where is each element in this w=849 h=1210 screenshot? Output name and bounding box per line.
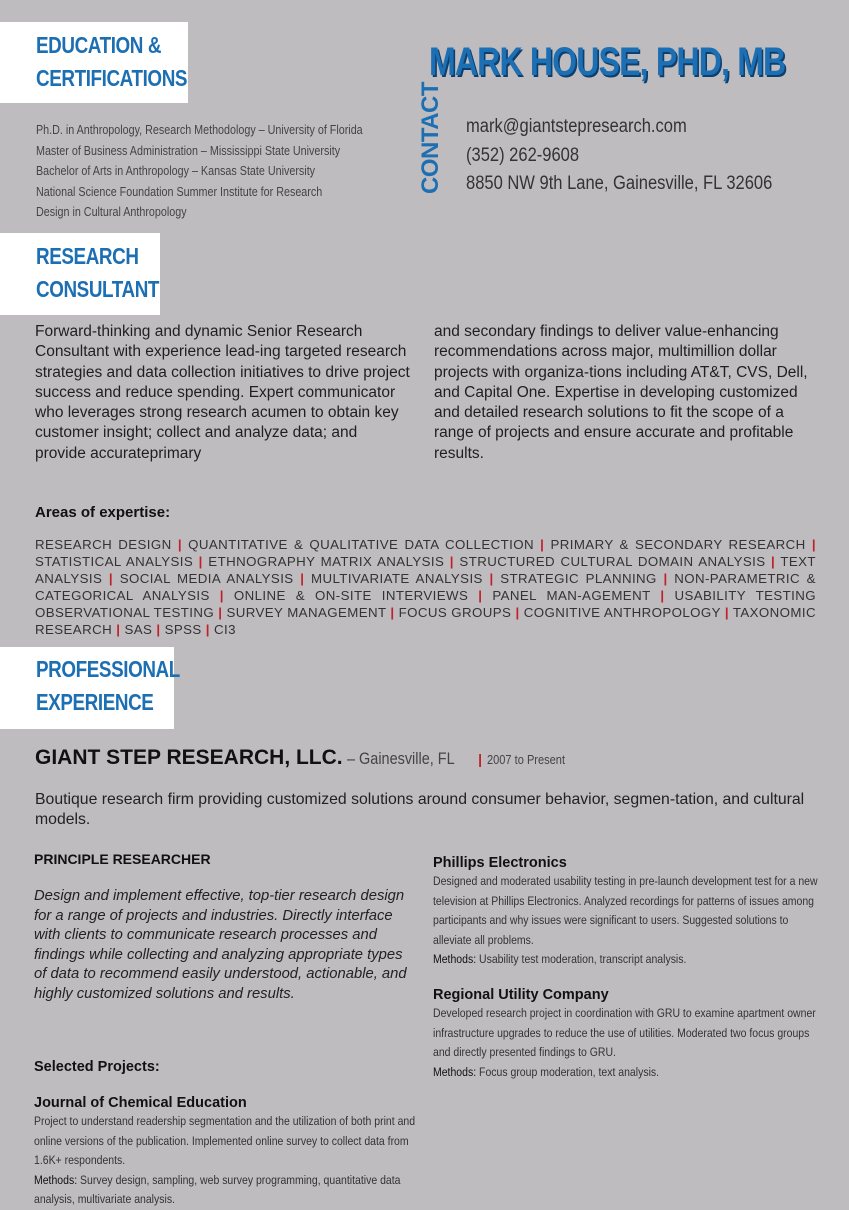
- areas-title: Areas of expertise:: [35, 504, 171, 521]
- project-description: Project to understand readership segmentation and the utilization of both print and online versions of the publication. Implemented online survey to collect data from 1.6K+ respondents.: [34, 1114, 416, 1168]
- expertise-item: USABILITY TESTING OBSERVATIONAL TESTING: [35, 588, 816, 620]
- experience-heading-line1: PROFESSIONAL: [36, 656, 180, 682]
- company-description: Boutique research firm providing customized solutions around consumer behavior, segmen-tation, and cultural models.: [35, 791, 805, 828]
- expertise-separator: |: [478, 588, 483, 603]
- project-item: [34, 1094, 424, 1210]
- selected-projects-title: Selected Projects:: [34, 1059, 160, 1075]
- expertise-item: STRATEGIC PLANNING: [500, 571, 657, 586]
- education-list: [36, 120, 363, 223]
- candidate-name: MARK HOUSE, PHD, MB: [429, 40, 786, 84]
- contact-phone[interactable]: (352) 262-9608: [466, 144, 580, 166]
- summary-text: Forward-thinking and dynamic Senior Research Consultant with experience lead-ing targeted research strategies and data collection initiatives to drive project success and reduce spending. Expert communicator who leverages strong research acumen to obtain key customer insight; collect and analyze data; and provide accurateprimary: [35, 323, 410, 462]
- education-item: National Science Foundation Summer Institute for Research: [36, 184, 323, 199]
- methods-label: Methods:: [34, 1172, 78, 1187]
- education-heading-line1: EDUCATION &: [36, 32, 162, 58]
- project-title: Journal of Chemical Education: [34, 1095, 247, 1111]
- expertise-item: FOCUS GROUPS: [398, 605, 512, 620]
- expertise-separator: |: [724, 605, 729, 620]
- expertise-separator: |: [771, 554, 776, 569]
- expertise-item: CI3: [214, 622, 236, 637]
- education-heading-box: [0, 22, 188, 103]
- expertise-separator: |: [205, 622, 210, 637]
- methods-label: Methods:: [433, 952, 477, 967]
- expertise-separator: |: [390, 605, 395, 620]
- expertise-separator: |: [515, 605, 520, 620]
- project-methods: Usability test moderation, transcript analysis.: [479, 952, 687, 967]
- project-item: [433, 986, 823, 1082]
- education-item: Bachelor of Arts in Anthropology – Kansas State University: [36, 164, 316, 178]
- expertise-separator: |: [177, 537, 182, 552]
- contact-label: CONTACT: [417, 81, 444, 194]
- role-description: Design and implement effective, top-tier research design for a range of projects and industries. Directly interface with clients to communicate research processes and findings while collecting and analyzing appropriate types of data to recommend easily understood, actionable, and highly customized solutions and results.: [34, 888, 407, 1002]
- project-description: Designed and moderated usability testing in pre-launch development test for a new television at Phillips Electronics. Analyzed recordings for patterns of issues among participants and why issues were significant to users. Suggested solutions to alleviate all problems.: [433, 874, 818, 947]
- expertise-separator: |: [489, 571, 494, 586]
- expertise-item: SURVEY MANAGEMENT: [226, 605, 387, 620]
- expertise-separator: |: [540, 537, 545, 552]
- education-item: Master of Business Administration – Mississippi State University: [36, 143, 341, 158]
- expertise-separator: |: [219, 588, 224, 603]
- expertise-separator: |: [449, 554, 454, 569]
- expertise-item: SOCIAL MEDIA ANALYSIS: [119, 571, 294, 586]
- research-heading-box: [0, 233, 160, 315]
- education-item: Design in Cultural Anthropology: [36, 205, 187, 219]
- education-item: Ph.D. in Anthropology, Research Methodology – University of Florida: [36, 123, 363, 137]
- expertise-item: SPSS: [164, 622, 202, 637]
- project-title: Phillips Electronics: [433, 855, 567, 871]
- experience-heading-line2: EXPERIENCE: [36, 689, 154, 715]
- expertise-item: NON-PARAMETRIC & CATEGORICAL ANALYSIS: [35, 571, 816, 603]
- company-location: – Gainesville, FL: [347, 749, 455, 768]
- expertise-separator: |: [300, 571, 305, 586]
- expertise-item: STRUCTURED CULTURAL DOMAIN ANALYSIS: [459, 554, 766, 569]
- expertise-item: QUANTITATIVE & QUALITATIVE DATA COLLECTION: [188, 537, 534, 552]
- education-heading-line2: CERTIFICATIONS: [36, 65, 188, 91]
- areas-list: [35, 536, 816, 638]
- expertise-item: SAS: [124, 622, 153, 637]
- experience-heading-box: [0, 647, 180, 729]
- project-methods: Survey design, sampling, web survey programming, quantitative data analysis, multivariate analysis.: [34, 1172, 401, 1207]
- expertise-separator: |: [156, 622, 161, 637]
- company-name: GIANT STEP RESEARCH, LLC.: [35, 746, 343, 769]
- expertise-item: TEXT ANALYSIS: [35, 554, 816, 586]
- company-separator: |: [478, 751, 483, 767]
- research-heading-line1: RESEARCH: [36, 243, 139, 269]
- project-body: [34, 1112, 421, 1210]
- expertise-item: ONLINE & ON-SITE INTERVIEWS: [233, 588, 469, 603]
- contact-address: 8850 NW 9th Lane, Gainesville, FL 32606: [466, 173, 773, 194]
- expertise-separator: |: [663, 571, 668, 586]
- company-years: 2007 to Present: [486, 752, 565, 767]
- expertise-separator: |: [660, 588, 665, 603]
- summary-right-column: [434, 322, 819, 464]
- role-title: PRINCIPLE RESEARCHER: [34, 851, 211, 867]
- expertise-separator: |: [811, 537, 816, 552]
- project-title: Regional Utility Company: [433, 987, 609, 1003]
- contact-details: [466, 113, 772, 199]
- project-description: Developed research project in coordination with GRU to examine apartment owner infrastructure upgrades to reduce the use of utilities. Moderated two focus groups and directly presented findings to GRU.: [433, 1006, 816, 1060]
- project-item: [433, 854, 823, 970]
- expertise-item: RESEARCH DESIGN: [35, 537, 172, 552]
- expertise-item: PRIMARY & SECONDARY RESEARCH: [550, 537, 806, 552]
- expertise-item: COGNITIVE ANTHROPOLOGY: [523, 605, 721, 620]
- expertise-separator: |: [218, 605, 223, 620]
- project-body: [433, 1004, 820, 1082]
- summary-left-column: [35, 322, 410, 464]
- project-body: [433, 872, 820, 970]
- expertise-item: PANEL MAN-AGEMENT: [492, 588, 651, 603]
- research-heading-line2: CONSULTANT: [36, 276, 160, 302]
- expertise-item: ETHNOGRAPHY MATRIX ANALYSIS: [208, 554, 445, 569]
- summary-text: and secondary findings to deliver value-enhancing recommendations across major, multimillion dollar projects with organiza-tions including AT&T, CVS, Dell, and Capital One. Expertise in developing customized and detailed research solutions to fit the scope of a range of projects and ensure accurate and profitable results.: [434, 323, 808, 462]
- project-methods: Focus group moderation, text analysis.: [479, 1064, 660, 1079]
- methods-label: Methods:: [433, 1064, 477, 1079]
- expertise-separator: |: [198, 554, 203, 569]
- expertise-item: STATISTICAL ANALYSIS: [35, 554, 194, 569]
- company-line: [35, 746, 578, 770]
- expertise-separator: |: [108, 571, 114, 586]
- expertise-item: MULTIVARIATE ANALYSIS: [311, 571, 483, 586]
- contact-email[interactable]: mark@giantstepresearch.com: [466, 116, 687, 137]
- expertise-item: TAXONOMIC RESEARCH: [35, 605, 816, 637]
- expertise-separator: |: [116, 622, 121, 637]
